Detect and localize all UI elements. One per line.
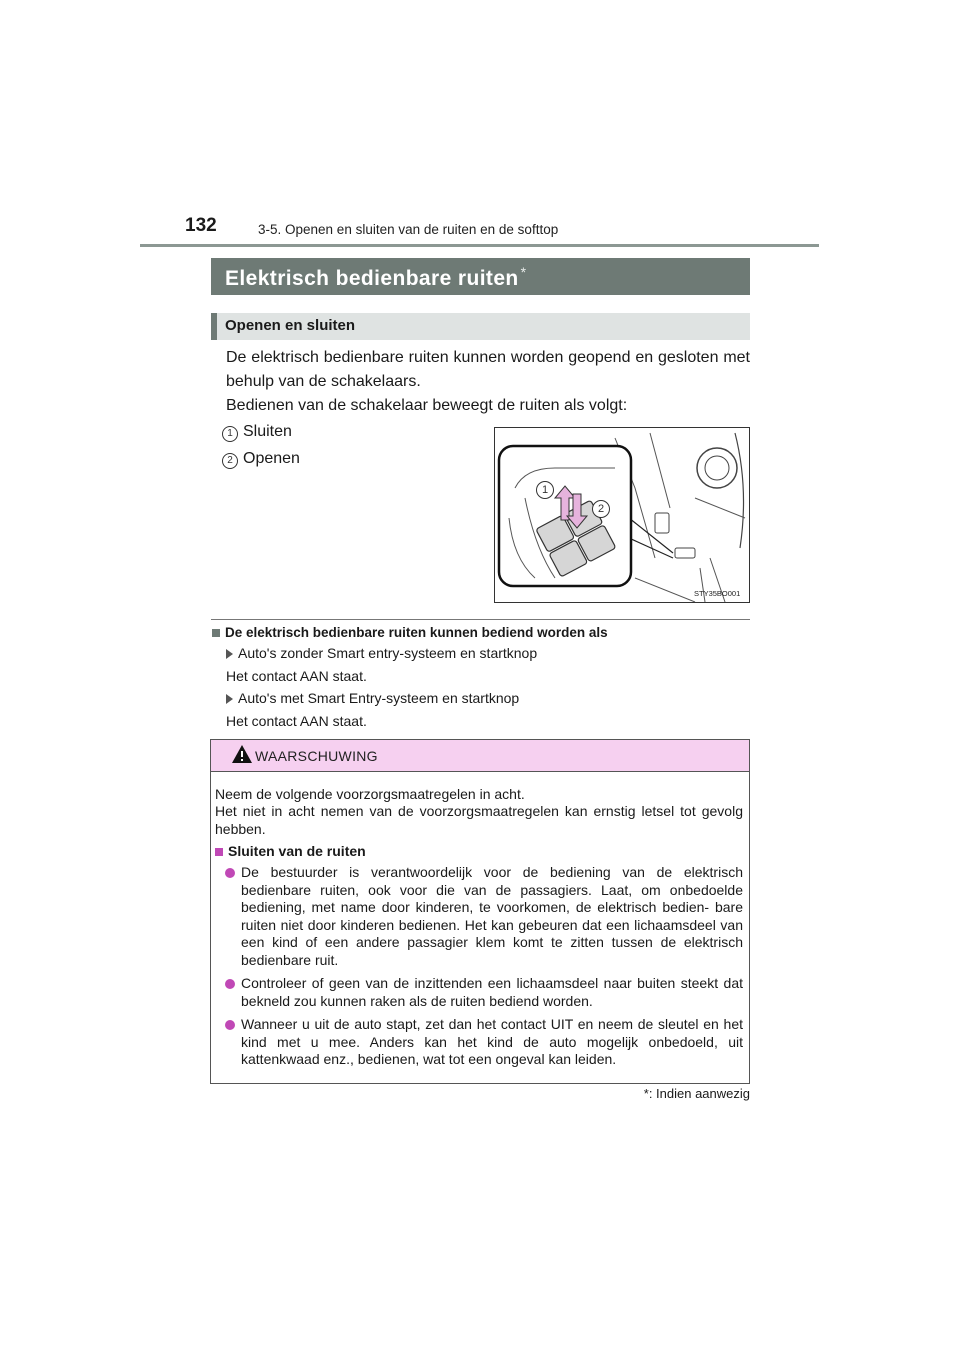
warning-label: WAARSCHUWING	[255, 748, 378, 764]
legend-label: Sluiten	[243, 423, 292, 440]
warning-intro: Neem de volgende voorzorgsmaatregelen in acht.	[215, 786, 525, 802]
intro-paragraph-2: Bedienen van de schakelaar beweegt de ruiten als volgt:	[226, 397, 628, 414]
figure-callout-1: 1	[536, 481, 554, 499]
section-title-text: Elektrisch bedienbare ruiten	[225, 267, 519, 290]
round-bullet-icon	[225, 1020, 235, 1030]
switch-drawing	[495, 428, 749, 602]
page-number: 132	[185, 215, 217, 236]
note-text-1: Het contact AAN staat.	[226, 668, 367, 684]
figure-code: STY35BO001	[694, 589, 741, 598]
warning-intro-2: Het niet in acht nemen van de voorzorgsmaatregelen kan ernstig letsel tot gevolg hebben.	[215, 803, 743, 837]
window-switch-illustration	[494, 427, 750, 603]
warning-header	[211, 740, 749, 772]
note-condition-1	[226, 645, 537, 661]
header-rule	[140, 244, 819, 247]
footnote	[640, 1086, 750, 1101]
note-condition-2	[226, 690, 519, 706]
warning-bullet-text: Wanneer u uit de auto stapt, zet dan het contact UIT en neem de sleutel en het kind met u mee. Anders kan het kind de auto mogelijk onbedoeld, uit kattenkwaad enz., bedienen, wat tot een ongeval kan leiden.	[241, 1016, 743, 1067]
legend-label: Openen	[243, 450, 300, 467]
note-condition-text: Auto's zonder Smart entry-systeem en startknop	[238, 645, 538, 661]
round-bullet-icon	[225, 979, 235, 989]
running-header: 3-5. Openen en sluiten van de ruiten en de softtop	[258, 222, 559, 237]
subsection-title: Openen en sluiten	[211, 313, 750, 340]
warning-subtitle	[215, 843, 366, 859]
note-title-text: De elektrisch bedienbare ruiten kunnen bediend worden als	[225, 625, 608, 640]
warning-bullet-3	[225, 1016, 743, 1069]
triangle-bullet-icon	[226, 694, 233, 704]
note-text-2: Het contact AAN staat.	[226, 713, 367, 729]
triangle-bullet-icon	[226, 649, 233, 659]
warning-triangle-icon	[231, 744, 253, 764]
warning-box	[210, 739, 750, 1084]
warning-bullet-text: De bestuurder is verantwoordelijk voor de bediening van de elektrisch bedienbare ruiten, ook voor die van de passagiers. Laat, om onbedoelde bediening, met name door kinderen, te voorkomen, de elektrisch bedien- bare ruiten niet door kinderen bedienen. Het kan gebeuren dat een lichaamsdeel van een kind of een andere passagier klem komt te zitten tussen de elektrisch bedienbare ruit.	[241, 864, 743, 968]
square-bullet-icon	[215, 848, 223, 856]
callout-number: 1	[222, 426, 238, 442]
figure-callout-2: 2	[592, 500, 610, 518]
note-title	[212, 625, 608, 640]
round-bullet-icon	[225, 868, 235, 878]
warning-bullet-2	[225, 975, 743, 1010]
callout-number: 2	[222, 453, 238, 469]
square-bullet-icon	[212, 629, 220, 637]
warning-bullet-1	[225, 864, 743, 969]
section-title	[211, 258, 750, 295]
warning-bullet-text: Controleer of geen van de inzittenden een lichaamsdeel naar buiten steekt dat bekneld zou kunnen raken als de ruiten bediend worden.	[241, 975, 743, 1009]
intro-paragraph-1: De elektrisch bedienbare ruiten kunnen worden geopend en gesloten met behulp van de schakelaars.	[226, 349, 750, 390]
divider	[211, 619, 750, 620]
footnote-marker: *	[520, 264, 527, 280]
note-condition-text: Auto's met Smart Entry-systeem en startknop	[238, 690, 520, 706]
warning-subtitle-text: Sluiten van de ruiten	[228, 843, 366, 859]
footnote-text: : Indien aanwezig	[648, 1086, 750, 1101]
footnote-star: *	[643, 1086, 649, 1101]
